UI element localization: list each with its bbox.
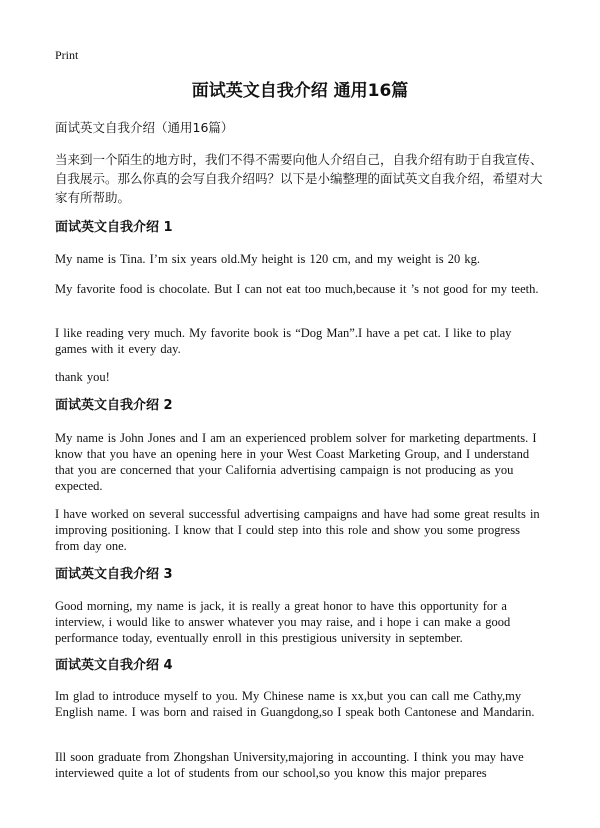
section-1-paragraph-1: My name is Tina. I’m six years old.My height is 120 cm, and my weight is 20 kg.: [55, 252, 480, 266]
section-2-paragraph-2: I have worked on several successful advertising campaigns and have had some great results in improving positioning. I know that I could step into this role and show you some progress from day one.: [55, 507, 540, 553]
section-1-paragraph-4: thank you!: [55, 370, 110, 384]
section-1-paragraph-2: My favorite food is chocolate. But I can not eat too much,because it ’s not good for my teeth.: [55, 282, 539, 296]
section-1-paragraph-3: I like reading very much. My favorite book is “Dog Man”.I have a pet cat. I like to play games with it every day.: [55, 326, 512, 356]
document-title: 面试英文自我介绍 通用16篇: [191, 81, 409, 101]
section-3-paragraph-1: Good morning, my name is jack, it is really a great honor to have this opportunity for a interview, i would like to answer whatever you may raise, and i hope i can make a good performance today, eventually enroll in this prestigious university in september.: [55, 599, 511, 645]
print-label: Print: [55, 48, 79, 62]
section-4-paragraph-2: Ill soon graduate from Zhongshan University,majoring in accounting. I think you may have interviewed quite a lot of students from our school,so you know this major prepares: [55, 750, 524, 780]
section-heading-2: 面试英文自我介绍 2: [55, 398, 173, 413]
section-4-paragraph-1: Im glad to introduce myself to you. My Chinese name is xx,but you can call me Cathy,my English name. I was born and raised in Guangdong,so I speak both Cantonese and Mandarin.: [55, 689, 535, 719]
section-heading-3: 面试英文自我介绍 3: [55, 567, 173, 582]
intro-paragraph: 当来到一个陌生的地方时，我们不得不需要向他人介绍自己，自我介绍有助于自我宣传、自我展示。那么你真的会写自我介绍吗？以下是小编整理的面试英文自我介绍，希望对大家有所帮助。: [55, 152, 543, 205]
section-2-paragraph-1: My name is John Jones and I am an experienced problem solver for marketing departments. I know that you have an opening here in your West Coast Marketing Group, and I understand that you are concerned that your California advertising campaign is not producing as you expected.: [55, 431, 537, 493]
document-subtitle: 面试英文自我介绍（通用16篇）: [55, 120, 234, 135]
section-heading-1: 面试英文自我介绍 1: [55, 220, 173, 235]
section-heading-4: 面试英文自我介绍 4: [55, 658, 173, 673]
